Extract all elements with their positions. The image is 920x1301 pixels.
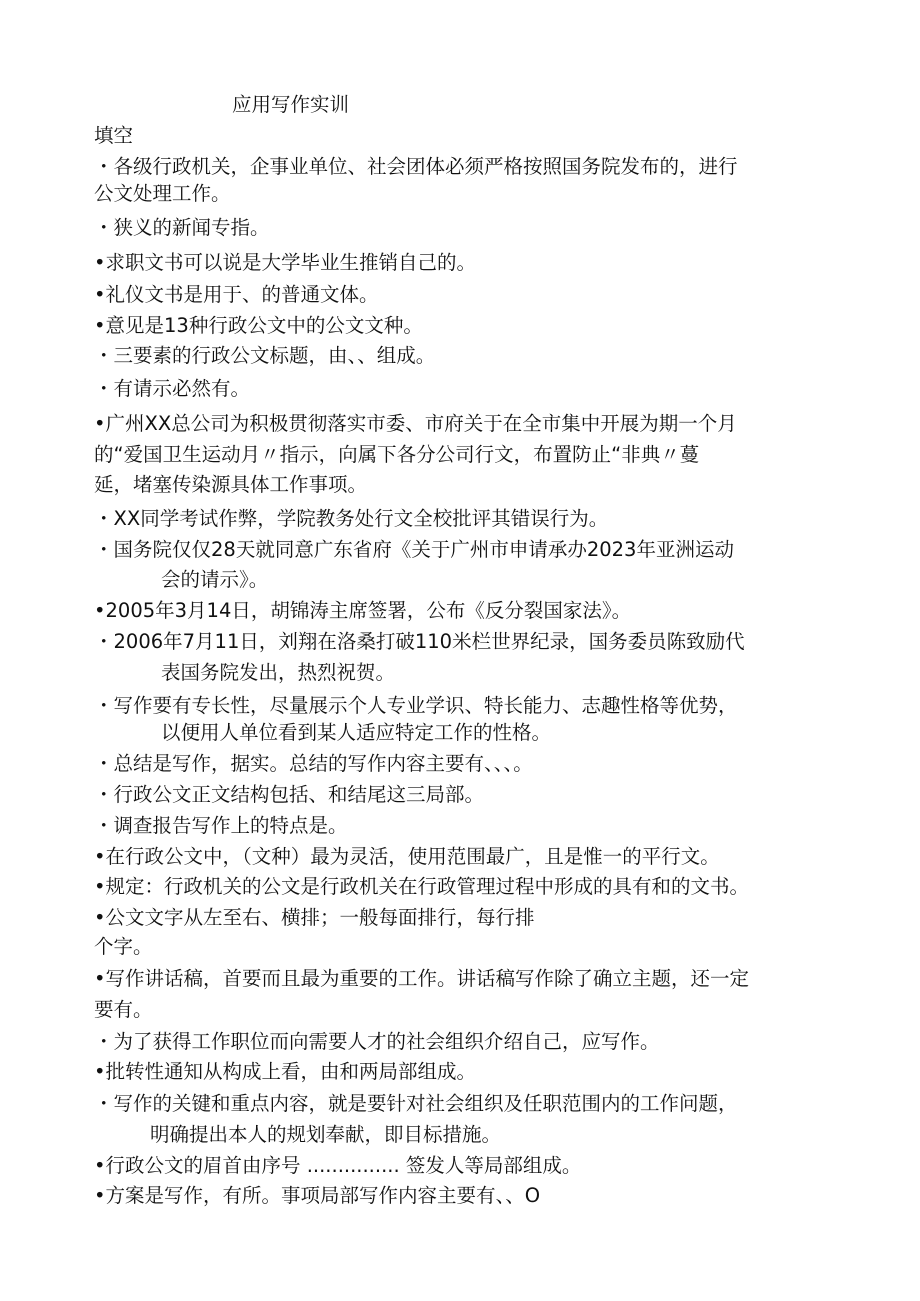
- text-line: ・行政公文正文结构包括、和结尾这三局部。: [94, 783, 485, 806]
- text-line: •行政公文的眉首由序号 ............... 签发人等局部组成。: [94, 1154, 582, 1177]
- text-line: 延，堵塞传染源具体工作事项。: [94, 473, 368, 496]
- text-line: ・有请示必然有。: [94, 377, 251, 400]
- text-line: •意见是13种行政公文中的公文文种。: [94, 314, 423, 337]
- text-line: 个字。: [94, 935, 153, 958]
- text-line: 明确提出本人的规划奉献，即目标措施。: [150, 1123, 502, 1146]
- text-line: 的“爱国卫生运动月〃指示，向属下各分公司行文，布置防止“非典〃蔓: [94, 443, 700, 466]
- text-line: ・三要素的行政公文标题，由、、组成。: [94, 344, 436, 367]
- text-line: ・2006年7月11日，刘翔在洛桑打破110米栏世界纪录，国务委员陈致励代: [94, 630, 745, 653]
- text-line: 会的请示》。: [161, 568, 269, 591]
- section-heading: 填空: [94, 124, 134, 147]
- text-line: •求职文书可以说是大学毕业生推销自己的。: [94, 251, 477, 274]
- text-line: •方案是写作，有所。事项局部写作内容主要有、、O: [94, 1184, 541, 1207]
- text-line: •规定：行政机关的公文是行政机关在行政管理过程中形成的具有和的文书。: [94, 875, 750, 898]
- text-line: ・各级行政机关，企事业单位、社会团体必须严格按照国务院发布的，进行: [94, 155, 738, 178]
- text-line: 要有。: [94, 998, 153, 1021]
- text-line: ・狭义的新闻专指。: [94, 216, 270, 239]
- text-line: •广州XX总公司为积极贯彻落实市委、市府关于在全市集中开展为期一个月: [94, 412, 737, 435]
- text-line: •礼仪文书是用于、的普通文体。: [94, 283, 379, 306]
- text-line: •2005年3月14日，胡锦涛主席签署，公布《反分裂国家法》。: [94, 599, 632, 622]
- document-title: 应用写作实训: [232, 93, 350, 116]
- text-line: •写作讲话稿，首要而且最为重要的工作。讲话稿写作除了确立主题，还一定: [94, 967, 750, 990]
- text-line: ・写作要有专长性，尽量展示个人专业学识、特长能力、志趣性格等优势，: [94, 694, 738, 717]
- text-line: ・国务院仅仅28天就同意广东省府《关于广州市申请承办2023年亚洲运动: [94, 538, 734, 561]
- text-line: •在行政公文中，（文种）最为灵活，使用范围最广，且是惟一的平行文。: [94, 845, 720, 868]
- text-line: ・写作的关键和重点内容，就是要针对社会组织及任职范围内的工作问题，: [94, 1092, 738, 1115]
- text-line: ・总结是写作，据实。总结的写作内容主要有、、、。: [94, 752, 533, 775]
- text-line: •批转性通知从构成上看，由和两局部组成。: [94, 1060, 477, 1083]
- text-line: 公文处理工作。: [94, 182, 231, 205]
- text-line: ・为了获得工作职位而向需要人才的社会组织介绍自己，应写作。: [94, 1030, 660, 1053]
- text-line: ・调查报告写作上的特点是。: [94, 814, 348, 837]
- text-line: •公文文字从左至右、横排；一般每面排行，每行排: [94, 906, 535, 929]
- text-line: ・XX同学考试作弊，学院教务处行文全校批评其错误行为。: [94, 507, 609, 530]
- text-line: 以便用人单位看到某人适应特定工作的性格。: [161, 721, 552, 744]
- text-line: 表国务院发出，热烈祝贺。: [161, 661, 396, 684]
